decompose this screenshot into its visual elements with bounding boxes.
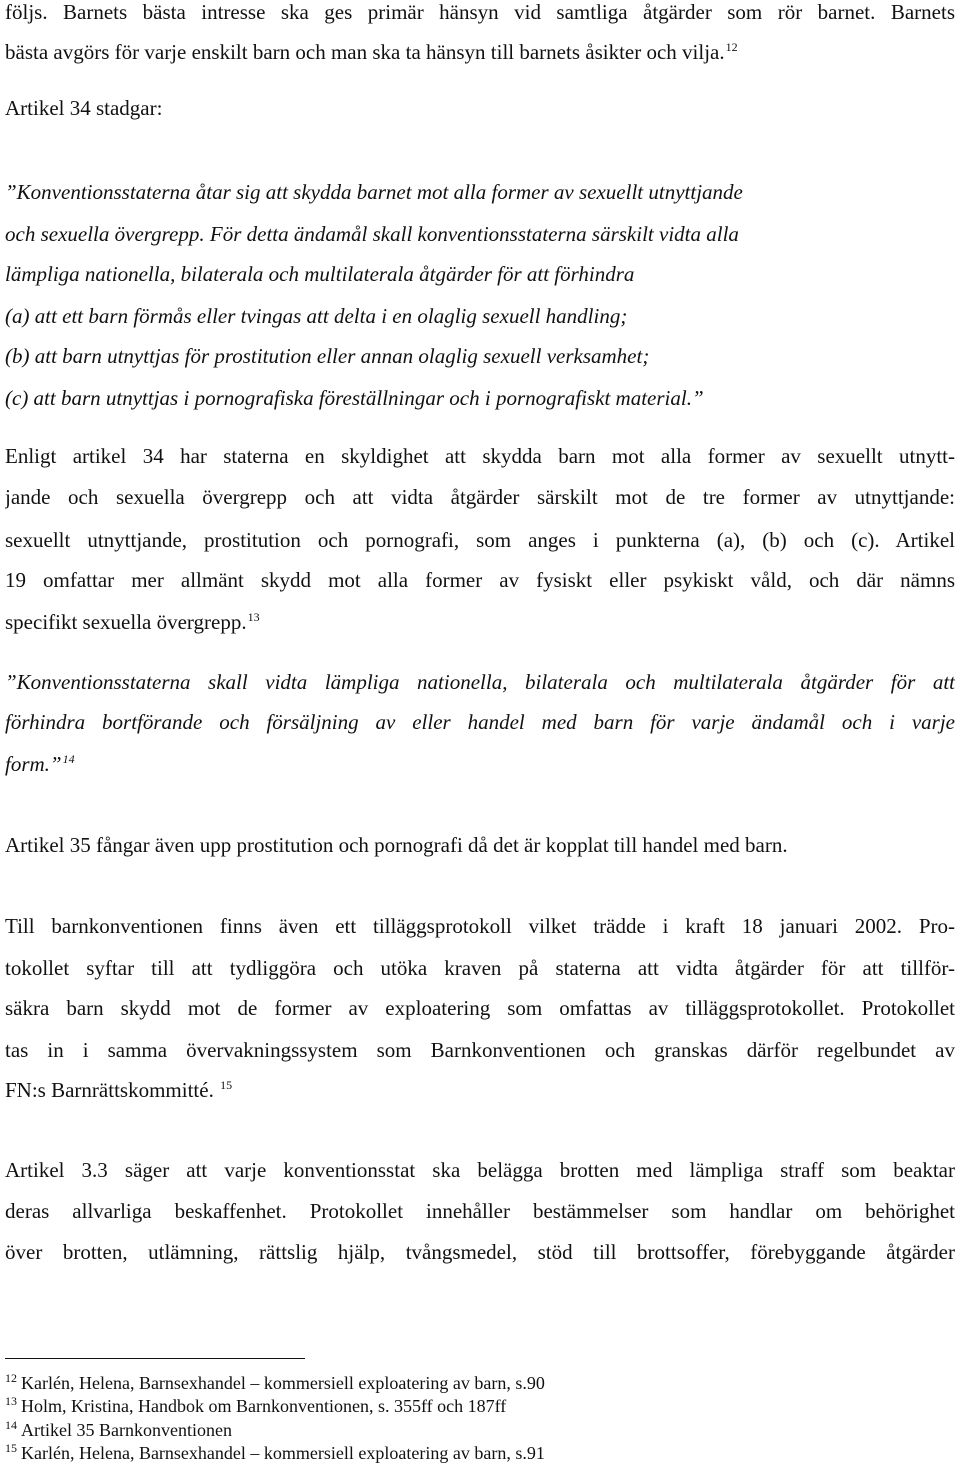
- line-text: sexuellt utnyttjande, prostitution och pornografi, som anges i punkterna (a), (b) och (c). Artikel: [5, 528, 955, 552]
- quote-line: [5, 385, 955, 413]
- line-text: Enligt artikel 34 har staterna en skyldighet att skydda barn mot alla former av sexuellt utnytt-: [5, 444, 955, 468]
- body-line: [5, 1239, 955, 1267]
- body-line: [5, 995, 955, 1023]
- body-line: [5, 955, 955, 983]
- line-text: ”Konventionsstaterna skall vidta lämpliga nationella, bilaterala och multilaterala åtgärder för att: [5, 670, 955, 694]
- footnote-text: Karlén, Helena, Barnsexhandel – kommersiell exploatering av barn, s.90: [21, 1373, 545, 1393]
- quote-line: [5, 261, 955, 289]
- line-text: (a) att ett barn förmås eller tvingas att delta i en olaglig sexuell handling;: [5, 304, 628, 328]
- quote-line: [5, 709, 955, 737]
- line-text: (c) att barn utnyttjas i pornografiska föreställningar och i pornografiskt material.”: [5, 386, 704, 410]
- body-line: [5, 527, 955, 555]
- footnote-number: 14: [5, 1418, 17, 1432]
- footnote: [5, 1395, 945, 1417]
- footnote: [5, 1372, 945, 1394]
- footnote-text: Holm, Kristina, Handbok om Barnkonventionen, s. 355ff och 187ff: [21, 1396, 507, 1416]
- quote-line: [5, 343, 955, 371]
- line-text: jande och sexuella övergrepp och att vidta åtgärder särskilt mot de tre former av utnyttjande:: [5, 485, 955, 509]
- footnote-ref[interactable]: 15: [220, 1078, 233, 1092]
- quote-line: [5, 751, 955, 779]
- line-text: lämpliga nationella, bilaterala och multilaterala åtgärder för att förhindra: [5, 262, 635, 286]
- quote-line: [5, 179, 955, 207]
- body-line: [5, 443, 955, 471]
- footnote-text: Artikel 35 Barnkonventionen: [21, 1420, 232, 1440]
- line-text: Artikel 3.3 säger att varje konventionsstat ska belägga brotten med lämpliga straff som beaktar: [5, 1158, 955, 1182]
- footnote-number: 13: [5, 1394, 17, 1408]
- body-line: [5, 567, 955, 595]
- footnote-number: 15: [5, 1441, 17, 1455]
- line-text: förhindra bortförande och försäljning av eller handel med barn för varje ändamål och i varje: [5, 710, 955, 734]
- line-text: över brotten, utlämning, rättslig hjälp, tvångsmedel, stöd till brottsoffer, förebyggande åtgärder: [5, 1240, 955, 1264]
- body-line: [5, 609, 955, 637]
- body-line: [5, 913, 955, 941]
- body-line: [5, 1077, 955, 1105]
- body-line: [5, 95, 955, 123]
- quote-line: [5, 669, 955, 697]
- footnote-ref[interactable]: 13: [247, 610, 260, 624]
- body-line: [5, 0, 955, 27]
- line-text: (b) att barn utnyttjas för prostitution eller annan olaglig sexuell verksamhet;: [5, 344, 650, 368]
- line-text: bästa avgörs för varje enskilt barn och man ska ta hänsyn till barnets åsikter och vilja.: [5, 40, 725, 64]
- quote-line: [5, 303, 955, 331]
- footnote: [5, 1419, 945, 1441]
- footnote-separator: [5, 1358, 305, 1359]
- body-line: [5, 832, 955, 860]
- line-text: ”Konventionsstaterna åtar sig att skydda barnet mot alla former av sexuellt utnyttjande: [5, 180, 743, 204]
- line-text: För detta ändamål skall konventionsstaterna särskilt vidta alla: [204, 222, 739, 246]
- line-text: FN:s Barnrättskommitté.: [5, 1078, 220, 1102]
- line-text: form.”: [5, 752, 62, 776]
- line-text: Till barnkonventionen finns även ett tilläggsprotokoll vilket trädde i kraft 18 januari 2002. Pro-: [5, 914, 955, 938]
- footnote: [5, 1442, 945, 1464]
- line-text: Artikel 35 fångar även upp prostitution och pornografi då det är kopplat till handel med barn.: [5, 833, 788, 857]
- body-line: [5, 1157, 955, 1185]
- footnote-text: Karlén, Helena, Barnsexhandel – kommersiell exploatering av barn, s.91: [21, 1443, 545, 1463]
- footnote-ref[interactable]: 14: [62, 752, 75, 766]
- quote-line: [5, 221, 955, 249]
- line-text: tas in i samma övervakningssystem som Barnkonventionen och granskas därför regelbundet av: [5, 1038, 955, 1062]
- footnote-number: 12: [5, 1371, 17, 1385]
- body-line: [5, 39, 955, 67]
- body-line: [5, 1037, 955, 1065]
- line-text: deras allvarliga beskaffenhet. Protokollet innehåller bestämmelser som handlar om behörighet: [5, 1199, 955, 1223]
- line-text: tokollet syftar till att tydliggöra och utöka kraven på staterna att vidta åtgärder för att tillför-: [5, 956, 955, 980]
- body-line: [5, 1198, 955, 1226]
- line-text: 19 omfattar mer allmänt skydd mot alla former av fysiskt eller psykiskt våld, och där nämns: [5, 568, 955, 592]
- line-text: Artikel 34 stadgar:: [5, 96, 163, 120]
- footnote-ref[interactable]: 12: [725, 40, 738, 54]
- line-text: säkra barn skydd mot de former av exploatering som omfattas av tilläggsprotokollet. Protokollet: [5, 996, 955, 1020]
- body-line: [5, 484, 955, 512]
- line-text: följs. Barnets bästa intresse ska ges primär hänsyn vid samtliga åtgärder som rör barnet. Barnets: [5, 0, 955, 24]
- line-text: och sexuella övergrepp.: [5, 222, 205, 246]
- line-text: specifikt sexuella övergrepp.: [5, 610, 247, 634]
